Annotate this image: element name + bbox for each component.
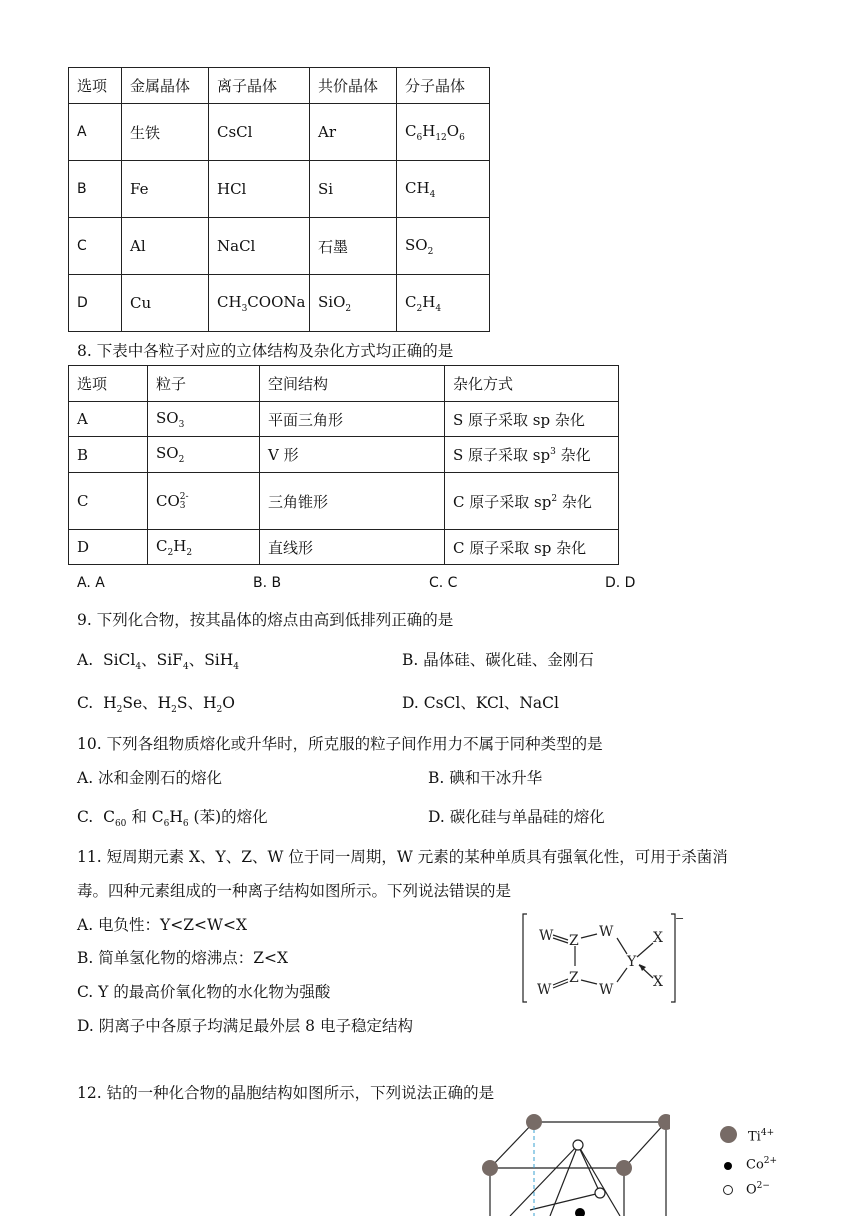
q8-option-c[interactable]: C. C (429, 575, 458, 591)
table-row (69, 275, 490, 332)
ti-legend-label: $Ti^{4+}$ (748, 1128, 775, 1145)
formula-cell: C 原子采取 $sp^2$ 杂化 (445, 473, 619, 530)
atom-label: X (653, 930, 663, 946)
atom-label: X (653, 974, 663, 990)
q9-option-c[interactable]: C. $H_2Se$、$H_2S$、$H_2O$ (77, 694, 235, 716)
q10-option-c[interactable]: C. $C_{60}$ 和 $C_6H_6$ (苯)的熔化 (77, 808, 268, 830)
header-cell: 离子晶体 (209, 68, 310, 104)
table-cell: Ar (310, 104, 397, 161)
crystal-type-table (68, 67, 490, 332)
question-10-stem: 10. 下列各组物质熔化或升华时，所克服的粒子间作用力不属于同种类型的是 (77, 735, 603, 753)
o-ion (573, 1140, 583, 1150)
header-cell: 共价晶体 (310, 68, 397, 104)
formula-cell: $CH_3COONa$ (209, 275, 310, 332)
option-cell: D (69, 275, 122, 332)
crystal-cell-diagram (470, 1110, 670, 1216)
formula-cell: $C_2H_4$ (397, 275, 490, 332)
formula-cell: SiO$_2$ (310, 275, 397, 332)
q8-table (68, 365, 619, 565)
ion-structure-diagram (515, 910, 695, 1010)
o-legend-label: $O^{2-}$ (746, 1181, 770, 1198)
table-cell: C 原子采取 sp 杂化 (445, 530, 619, 565)
q10-option-b[interactable]: B. 碘和干冰升华 (428, 769, 543, 787)
formula-cell: $C_6H_{12}O_6$ (397, 104, 490, 161)
option-cell: A (69, 402, 148, 437)
formula-cell: S 原子采取 $sp^3$ 杂化 (445, 437, 619, 473)
option-cell: B (69, 437, 148, 473)
q10-option-d[interactable]: D. 碳化硅与单晶硅的熔化 (428, 808, 605, 826)
question-12-stem: 12. 钴的一种化合物的晶胞结构如图所示，下列说法正确的是 (77, 1084, 495, 1102)
atom-label: W (537, 982, 552, 998)
q9-option-d[interactable]: D. CsCl、KCl、NaCl (402, 694, 559, 712)
header-cell: 粒子 (148, 366, 260, 402)
atom-label: Z (569, 970, 579, 986)
formula-cell: $SO_2$ (397, 218, 490, 275)
table-cell: 直线形 (260, 530, 445, 565)
table-row (69, 218, 490, 275)
table-cell: NaCl (209, 218, 310, 275)
o-ion (595, 1188, 605, 1198)
table-row (69, 402, 619, 437)
question-8-stem: 8. 下表中各粒子对应的立体结构及杂化方式均正确的是 (77, 342, 454, 360)
table-cell: 三角锥形 (260, 473, 445, 530)
ti-ion (526, 1114, 542, 1130)
ti-legend-icon (720, 1126, 737, 1143)
option-cell: C (69, 218, 122, 275)
atom-label: W (539, 928, 554, 944)
formula-cell: $SO_3$ (148, 402, 260, 437)
q9-option-a[interactable]: A. SiCl$_4$、SiF$_4$、SiH$_4$ (77, 651, 240, 673)
formula-cell: CO 2- 3 (148, 473, 260, 530)
q9-option-b[interactable]: B. 晶体硅、碳化硅、金刚石 (402, 651, 594, 669)
q10-option-a[interactable]: A. 冰和金刚石的熔化 (77, 769, 223, 787)
table-cell: S 原子采取 sp 杂化 (445, 402, 619, 437)
table-cell: 生铁 (122, 104, 209, 161)
option-cell: A (69, 104, 122, 161)
question-9-stem: 9. 下列化合物，按其晶体的熔点由高到低排列正确的是 (77, 611, 454, 629)
table-cell: V 形 (260, 437, 445, 473)
header-cell: 分子晶体 (397, 68, 490, 104)
table-cell: Cu (122, 275, 209, 332)
atom-label: W (599, 982, 614, 998)
q11-option-b[interactable]: B. 简单氢化物的熔沸点：Z<X (77, 949, 289, 967)
table-cell: HCl (209, 161, 310, 218)
q8-option-d[interactable]: D. D (605, 575, 636, 591)
table-cell: CsCl (209, 104, 310, 161)
ti-ion (616, 1160, 632, 1176)
option-cell: C (69, 473, 148, 530)
table-row (69, 104, 490, 161)
ti-ion (658, 1114, 670, 1130)
q11-option-d[interactable]: D. 阴离子中各原子均满足最外层 8 电子稳定结构 (77, 1017, 413, 1035)
header-cell: 空间结构 (260, 366, 445, 402)
atom-label: W (599, 924, 614, 940)
table-cell: 石墨 (310, 218, 397, 275)
question-11-stem-line2: 毒。四种元素组成的一种离子结构如图所示。下列说法错误的是 (77, 882, 512, 900)
table-header-row (69, 68, 490, 104)
ti-ion (482, 1160, 498, 1176)
q8-option-a[interactable]: A. A (77, 575, 105, 591)
formula-cell: $C_2H_2$ (148, 530, 260, 565)
co-legend-label: $Co^{2+}$ (746, 1156, 778, 1173)
header-cell: 选项 (69, 366, 148, 402)
co-ion (575, 1208, 585, 1216)
table-row (69, 530, 619, 565)
table-cell: Al (122, 218, 209, 275)
table-cell: Si (310, 161, 397, 218)
table-row (69, 473, 619, 530)
table-cell: 平面三角形 (260, 402, 445, 437)
table-row (69, 437, 619, 473)
formula-cell: $CH_4$ (397, 161, 490, 218)
header-cell: 选项 (69, 68, 122, 104)
header-cell: 金属晶体 (122, 68, 209, 104)
q11-option-a[interactable]: A. 电负性：Y<Z<W<X (77, 916, 247, 934)
table-row (69, 161, 490, 218)
o-legend-icon (723, 1185, 733, 1195)
option-cell: D (69, 530, 148, 565)
co-legend-icon (724, 1162, 732, 1170)
atom-label: Z (569, 933, 579, 949)
atom-label: Y (627, 954, 637, 970)
table-header-row (69, 366, 619, 402)
q8-option-b[interactable]: B. B (253, 575, 282, 591)
option-cell: B (69, 161, 122, 218)
q11-option-c[interactable]: C. Y 的最高价氧化物的水化物为强酸 (77, 983, 331, 1001)
question-11-stem-line1: 11. 短周期元素 X、Y、Z、W 位于同一周期，W 元素的某种单质具有强氧化性，可用于杀菌消 (77, 848, 728, 866)
formula-cell: $SO_2$ (148, 437, 260, 473)
table-cell: Fe (122, 161, 209, 218)
charge-label: − (675, 912, 685, 925)
header-cell: 杂化方式 (445, 366, 619, 402)
